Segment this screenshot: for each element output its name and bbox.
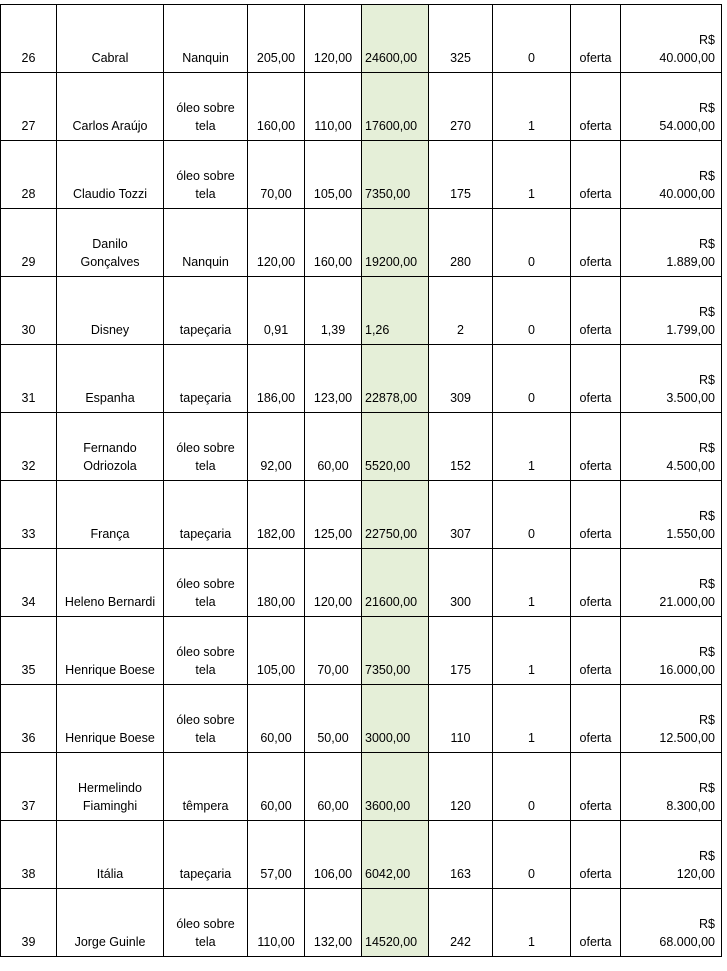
cell-width: 205,00 bbox=[248, 5, 305, 73]
cell-artist-line: Danilo bbox=[92, 237, 128, 251]
table-row bbox=[1, 889, 722, 957]
cell-flag: 1 bbox=[493, 413, 571, 481]
cell-status: oferta bbox=[571, 753, 621, 821]
table-row bbox=[1, 685, 722, 753]
cell-id: 26 bbox=[1, 5, 57, 73]
cell-height: 70,00 bbox=[305, 617, 362, 685]
cell-price-line: R$ bbox=[699, 713, 715, 727]
cell-artist-line: Odriozola bbox=[83, 459, 137, 473]
table-row bbox=[1, 753, 722, 821]
cell-area: 14520,00 bbox=[362, 889, 429, 957]
cell-id: 35 bbox=[1, 617, 57, 685]
cell-price-line: 3.500,00 bbox=[666, 391, 715, 405]
cell-artist bbox=[57, 73, 164, 141]
cell-id: 32 bbox=[1, 413, 57, 481]
cell-technique-line: tapeçaria bbox=[179, 391, 232, 405]
artwork-table bbox=[0, 4, 722, 957]
cell-area: 3000,00 bbox=[362, 685, 429, 753]
table-body bbox=[1, 5, 722, 957]
cell-technique-line: óleo sobre bbox=[176, 713, 235, 727]
cell-technique-line: tela bbox=[195, 731, 216, 745]
cell-perimeter: 2 bbox=[429, 277, 493, 345]
cell-technique bbox=[164, 821, 248, 889]
cell-price bbox=[621, 481, 722, 549]
cell-area: 24600,00 bbox=[362, 5, 429, 73]
cell-price-line: R$ bbox=[699, 781, 715, 795]
cell-flag: 1 bbox=[493, 549, 571, 617]
cell-width: 60,00 bbox=[248, 685, 305, 753]
table-row bbox=[1, 73, 722, 141]
cell-price-line: 40.000,00 bbox=[659, 51, 715, 65]
table-row bbox=[1, 549, 722, 617]
cell-id: 37 bbox=[1, 753, 57, 821]
cell-width: 120,00 bbox=[248, 209, 305, 277]
cell-height: 160,00 bbox=[305, 209, 362, 277]
cell-status: oferta bbox=[571, 617, 621, 685]
cell-perimeter: 270 bbox=[429, 73, 493, 141]
cell-height: 60,00 bbox=[305, 413, 362, 481]
cell-width: 70,00 bbox=[248, 141, 305, 209]
cell-area: 22750,00 bbox=[362, 481, 429, 549]
cell-height: 123,00 bbox=[305, 345, 362, 413]
cell-technique bbox=[164, 345, 248, 413]
cell-id: 38 bbox=[1, 821, 57, 889]
cell-width: 57,00 bbox=[248, 821, 305, 889]
cell-status: oferta bbox=[571, 821, 621, 889]
cell-technique bbox=[164, 889, 248, 957]
cell-technique bbox=[164, 549, 248, 617]
cell-price-line: 4.500,00 bbox=[666, 459, 715, 473]
cell-perimeter: 242 bbox=[429, 889, 493, 957]
cell-technique-line: tela bbox=[195, 663, 216, 677]
cell-technique-line: óleo sobre bbox=[176, 169, 235, 183]
cell-perimeter: 325 bbox=[429, 5, 493, 73]
cell-width: 92,00 bbox=[248, 413, 305, 481]
cell-technique bbox=[164, 617, 248, 685]
cell-price bbox=[621, 549, 722, 617]
cell-price-line: R$ bbox=[699, 645, 715, 659]
cell-artist-line: Fiaminghi bbox=[82, 799, 138, 813]
table-row bbox=[1, 821, 722, 889]
cell-id: 39 bbox=[1, 889, 57, 957]
table-row bbox=[1, 345, 722, 413]
cell-price-line: R$ bbox=[699, 577, 715, 591]
cell-status: oferta bbox=[571, 481, 621, 549]
cell-area: 7350,00 bbox=[362, 617, 429, 685]
cell-height: 120,00 bbox=[305, 5, 362, 73]
cell-flag: 1 bbox=[493, 73, 571, 141]
cell-height: 60,00 bbox=[305, 753, 362, 821]
table-row bbox=[1, 141, 722, 209]
cell-price bbox=[621, 73, 722, 141]
cell-status: oferta bbox=[571, 141, 621, 209]
cell-id: 30 bbox=[1, 277, 57, 345]
table-row bbox=[1, 5, 722, 73]
cell-technique bbox=[164, 481, 248, 549]
cell-price bbox=[621, 209, 722, 277]
cell-price-line: 40.000,00 bbox=[659, 187, 715, 201]
cell-artist bbox=[57, 617, 164, 685]
cell-price-line: R$ bbox=[699, 305, 715, 319]
cell-area: 5520,00 bbox=[362, 413, 429, 481]
cell-flag: 0 bbox=[493, 5, 571, 73]
cell-price-line: 120,00 bbox=[676, 867, 715, 881]
cell-price-line: 54.000,00 bbox=[659, 119, 715, 133]
cell-flag: 1 bbox=[493, 685, 571, 753]
cell-artist-line: Jorge Guinle bbox=[74, 935, 146, 949]
cell-flag: 0 bbox=[493, 821, 571, 889]
cell-flag: 0 bbox=[493, 345, 571, 413]
cell-price-line: 1.799,00 bbox=[666, 323, 715, 337]
cell-status: oferta bbox=[571, 345, 621, 413]
cell-flag: 0 bbox=[493, 209, 571, 277]
cell-height: 110,00 bbox=[305, 73, 362, 141]
cell-width: 186,00 bbox=[248, 345, 305, 413]
cell-artist-line: Gonçalves bbox=[80, 255, 140, 269]
cell-artist-line: Itália bbox=[96, 867, 124, 881]
cell-id: 29 bbox=[1, 209, 57, 277]
cell-height: 125,00 bbox=[305, 481, 362, 549]
cell-price bbox=[621, 821, 722, 889]
cell-price bbox=[621, 617, 722, 685]
cell-artist-line: Carlos Araújo bbox=[72, 119, 148, 133]
cell-artist bbox=[57, 5, 164, 73]
cell-width: 180,00 bbox=[248, 549, 305, 617]
cell-id: 33 bbox=[1, 481, 57, 549]
cell-price bbox=[621, 277, 722, 345]
cell-technique-line: têmpera bbox=[182, 799, 229, 813]
cell-technique-line: óleo sobre bbox=[176, 917, 235, 931]
cell-artist-line: Heleno Bernardi bbox=[64, 595, 156, 609]
cell-technique-line: tapeçaria bbox=[179, 527, 232, 541]
cell-id: 28 bbox=[1, 141, 57, 209]
cell-area: 3600,00 bbox=[362, 753, 429, 821]
cell-price-line: 21.000,00 bbox=[659, 595, 715, 609]
cell-artist-line: Espanha bbox=[85, 391, 135, 405]
cell-area: 17600,00 bbox=[362, 73, 429, 141]
cell-height: 120,00 bbox=[305, 549, 362, 617]
cell-height: 132,00 bbox=[305, 889, 362, 957]
cell-flag: 1 bbox=[493, 617, 571, 685]
cell-technique-line: óleo sobre bbox=[176, 441, 235, 455]
cell-status: oferta bbox=[571, 277, 621, 345]
cell-artist bbox=[57, 141, 164, 209]
cell-technique-line: óleo sobre bbox=[176, 645, 235, 659]
cell-area: 19200,00 bbox=[362, 209, 429, 277]
cell-flag: 1 bbox=[493, 889, 571, 957]
cell-technique-line: Nanquin bbox=[182, 51, 229, 65]
cell-width: 160,00 bbox=[248, 73, 305, 141]
cell-price-line: R$ bbox=[699, 373, 715, 387]
table-row bbox=[1, 617, 722, 685]
table-row bbox=[1, 413, 722, 481]
cell-width: 105,00 bbox=[248, 617, 305, 685]
cell-area: 21600,00 bbox=[362, 549, 429, 617]
cell-price bbox=[621, 889, 722, 957]
cell-artist bbox=[57, 549, 164, 617]
cell-width: 110,00 bbox=[248, 889, 305, 957]
cell-technique bbox=[164, 753, 248, 821]
cell-perimeter: 120 bbox=[429, 753, 493, 821]
cell-artist bbox=[57, 277, 164, 345]
cell-artist bbox=[57, 685, 164, 753]
cell-artist-line: Fernando bbox=[83, 441, 137, 455]
cell-price-line: 8.300,00 bbox=[666, 799, 715, 813]
cell-price bbox=[621, 413, 722, 481]
cell-height: 1,39 bbox=[305, 277, 362, 345]
cell-technique bbox=[164, 413, 248, 481]
cell-artist bbox=[57, 821, 164, 889]
cell-technique bbox=[164, 209, 248, 277]
cell-id: 34 bbox=[1, 549, 57, 617]
cell-height: 105,00 bbox=[305, 141, 362, 209]
cell-technique bbox=[164, 73, 248, 141]
cell-area: 22878,00 bbox=[362, 345, 429, 413]
cell-price-line: R$ bbox=[699, 169, 715, 183]
cell-artist bbox=[57, 209, 164, 277]
table-row bbox=[1, 481, 722, 549]
cell-perimeter: 280 bbox=[429, 209, 493, 277]
cell-price bbox=[621, 5, 722, 73]
cell-height: 106,00 bbox=[305, 821, 362, 889]
cell-artist bbox=[57, 345, 164, 413]
cell-technique-line: tela bbox=[195, 119, 216, 133]
cell-artist-line: Disney bbox=[90, 323, 130, 337]
cell-width: 60,00 bbox=[248, 753, 305, 821]
cell-artist bbox=[57, 753, 164, 821]
cell-artist-line: Henrique Boese bbox=[65, 731, 155, 745]
cell-perimeter: 152 bbox=[429, 413, 493, 481]
cell-price-line: R$ bbox=[699, 33, 715, 47]
cell-flag: 0 bbox=[493, 277, 571, 345]
cell-id: 36 bbox=[1, 685, 57, 753]
cell-perimeter: 300 bbox=[429, 549, 493, 617]
cell-status: oferta bbox=[571, 73, 621, 141]
cell-perimeter: 175 bbox=[429, 141, 493, 209]
cell-technique bbox=[164, 141, 248, 209]
cell-price bbox=[621, 685, 722, 753]
cell-flag: 0 bbox=[493, 481, 571, 549]
cell-status: oferta bbox=[571, 413, 621, 481]
cell-price bbox=[621, 345, 722, 413]
cell-flag: 1 bbox=[493, 141, 571, 209]
cell-height: 50,00 bbox=[305, 685, 362, 753]
cell-artist-line: Claudio Tozzi bbox=[72, 187, 148, 201]
cell-technique-line: tela bbox=[195, 187, 216, 201]
cell-artist bbox=[57, 481, 164, 549]
cell-perimeter: 163 bbox=[429, 821, 493, 889]
cell-artist bbox=[57, 413, 164, 481]
cell-status: oferta bbox=[571, 209, 621, 277]
cell-artist-line: Hermelindo bbox=[78, 781, 142, 795]
cell-technique-line: tapeçaria bbox=[179, 323, 232, 337]
cell-price-line: R$ bbox=[699, 917, 715, 931]
cell-id: 31 bbox=[1, 345, 57, 413]
cell-price-line: 16.000,00 bbox=[659, 663, 715, 677]
cell-technique-line: óleo sobre bbox=[176, 577, 235, 591]
cell-id: 27 bbox=[1, 73, 57, 141]
cell-status: oferta bbox=[571, 685, 621, 753]
cell-area: 7350,00 bbox=[362, 141, 429, 209]
cell-flag: 0 bbox=[493, 753, 571, 821]
table-row bbox=[1, 277, 722, 345]
cell-technique-line: óleo sobre bbox=[176, 101, 235, 115]
cell-artist-line: Cabral bbox=[91, 51, 129, 65]
cell-price-line: R$ bbox=[699, 237, 715, 251]
cell-technique-line: tela bbox=[195, 935, 216, 949]
cell-artist-line: França bbox=[90, 527, 130, 541]
cell-price bbox=[621, 141, 722, 209]
cell-price-line: 68.000,00 bbox=[659, 935, 715, 949]
cell-perimeter: 309 bbox=[429, 345, 493, 413]
table-row bbox=[1, 209, 722, 277]
cell-area: 6042,00 bbox=[362, 821, 429, 889]
cell-price-line: R$ bbox=[699, 441, 715, 455]
cell-technique-line: tela bbox=[195, 459, 216, 473]
cell-artist bbox=[57, 889, 164, 957]
cell-width: 182,00 bbox=[248, 481, 305, 549]
cell-price-line: 12.500,00 bbox=[659, 731, 715, 745]
cell-technique bbox=[164, 5, 248, 73]
cell-artist-line: Henrique Boese bbox=[65, 663, 155, 677]
cell-price-line: 1.550,00 bbox=[666, 527, 715, 541]
cell-technique-line: tela bbox=[195, 595, 216, 609]
cell-status: oferta bbox=[571, 549, 621, 617]
cell-technique bbox=[164, 685, 248, 753]
cell-technique-line: tapeçaria bbox=[179, 867, 232, 881]
cell-price-line: R$ bbox=[699, 509, 715, 523]
cell-perimeter: 110 bbox=[429, 685, 493, 753]
cell-perimeter: 175 bbox=[429, 617, 493, 685]
cell-perimeter: 307 bbox=[429, 481, 493, 549]
cell-price-line: 1.889,00 bbox=[666, 255, 715, 269]
cell-price-line: R$ bbox=[699, 849, 715, 863]
cell-area: 1,26 bbox=[362, 277, 429, 345]
cell-width: 0,91 bbox=[248, 277, 305, 345]
cell-technique bbox=[164, 277, 248, 345]
cell-status: oferta bbox=[571, 5, 621, 73]
cell-technique-line: Nanquin bbox=[182, 255, 229, 269]
cell-price bbox=[621, 753, 722, 821]
cell-price-line: R$ bbox=[699, 101, 715, 115]
cell-status: oferta bbox=[571, 889, 621, 957]
